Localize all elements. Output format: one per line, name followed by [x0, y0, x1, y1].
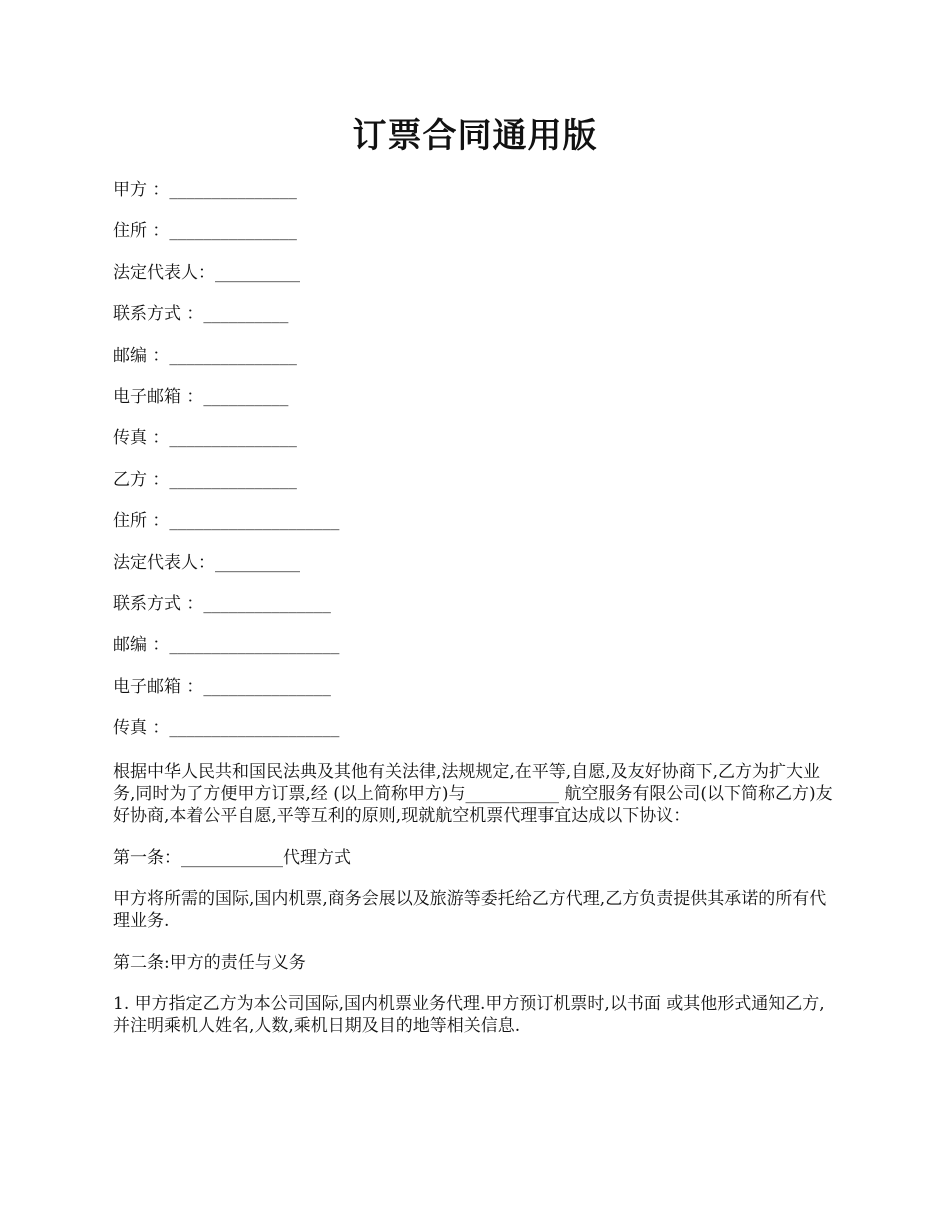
field-label: 法定代表人：: [113, 262, 215, 283]
fill-blank: _______________: [169, 469, 297, 490]
fill-blank: ____________________: [169, 511, 340, 532]
field-label: 甲方 ：: [113, 180, 170, 200]
field-label: 邮编 ：: [113, 635, 170, 656]
party-a-contact-field: [113, 294, 837, 335]
party-a-name-field: [113, 170, 837, 211]
party-b-name-field: [113, 460, 837, 501]
party-a-address-field: [113, 211, 837, 252]
fill-blank: __________: [215, 552, 300, 573]
party-b-fax-field: [113, 708, 837, 749]
field-label: 住所 ：: [113, 221, 170, 242]
document-title: 订票合同通用版: [352, 116, 598, 156]
party-b-email-field: [113, 667, 837, 708]
party-info-fields: [113, 170, 837, 749]
fill-blank: _______________: [169, 180, 297, 200]
field-label: 联系方式 ：: [113, 304, 204, 325]
article-2-item-1: 1. 甲方指定乙方为本公司国际,国内机票业务代理.甲方预订机票时,以书面 或其他形式通知乙方,并注明乘机人姓名,人数,乘机日期及目的地等相关信息.: [113, 994, 825, 1037]
field-label: 电子邮箱 ：: [113, 386, 204, 407]
article-1-heading: 第一条：____________代理方式: [113, 848, 351, 869]
field-label: 传真 ：: [113, 428, 170, 449]
article-2-heading: 第二条:甲方的责任与义务: [113, 953, 306, 974]
field-label: 住所 ：: [113, 511, 170, 532]
fill-blank: _______________: [169, 221, 297, 242]
fill-blank: __________: [215, 262, 300, 283]
fill-blank: _______________: [203, 593, 331, 614]
fill-blank: _______________: [169, 345, 297, 366]
field-label: 乙方 ：: [113, 469, 170, 490]
party-b-postcode-field: [113, 625, 837, 666]
fill-blank: _______________: [203, 676, 331, 697]
field-label: 邮编 ：: [113, 345, 170, 366]
party-b-address-field: [113, 501, 837, 542]
party-a-representative-field: [113, 253, 837, 294]
field-label: 法定代表人：: [113, 552, 215, 573]
field-label: 联系方式 ：: [113, 593, 204, 614]
field-label: 电子邮箱 ：: [113, 676, 204, 697]
fill-blank: _______________: [169, 428, 297, 449]
fill-blank: ____________________: [169, 635, 340, 656]
party-b-contact-field: [113, 584, 837, 625]
party-a-email-field: [113, 377, 837, 418]
fill-blank: __________: [203, 386, 289, 407]
field-label: 传真 ：: [113, 718, 170, 739]
fill-blank: __________: [203, 304, 289, 325]
party-a-fax-field: [113, 418, 837, 459]
fill-blank: ____________________: [169, 718, 340, 739]
article-1-body: 甲方将所需的国际,国内机票,商务会展以及旅游等委托给乙方代理,乙方负责提供其承诺的所有代理业务.: [113, 889, 827, 932]
party-a-postcode-field: [113, 336, 837, 377]
intro-paragraph: 根据中华人民共和国民法典及其他有关法律,法规规定,在平等,自愿,及友好协商下,乙方为扩大业务,同时为了方便甲方订票,经 (以上简称甲方)与___________ 航空服务有限公司(以下简称乙方)友好协商,本着公平自愿,平等互利的原则,现就航空机票代理事宜达成以下协议：: [113, 762, 833, 827]
party-b-representative-field: [113, 543, 837, 584]
